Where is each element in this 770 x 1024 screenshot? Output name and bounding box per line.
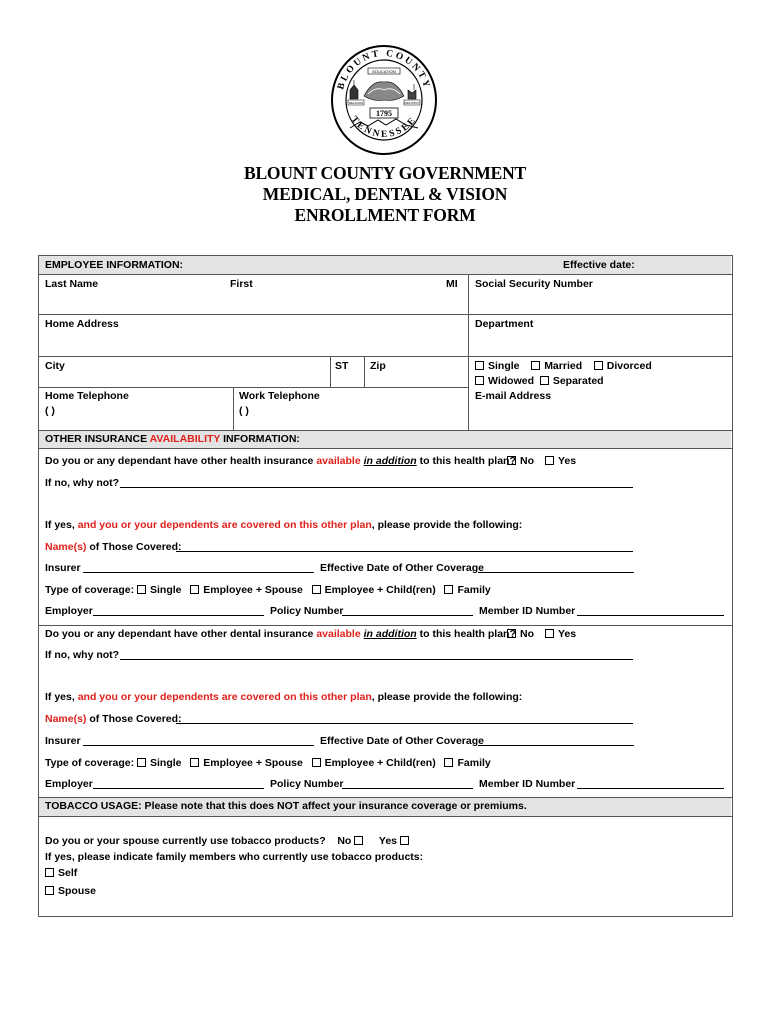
dental-member-id-field[interactable]: [577, 778, 724, 789]
single-checkbox[interactable]: [475, 361, 484, 370]
email-label: E-mail Address: [475, 390, 552, 402]
dental-if-yes-text: If yes, and you or your dependents are covered on this other plan, please provide the following:: [45, 691, 523, 703]
married-checkbox[interactable]: [531, 361, 540, 370]
dental-coverage-type: Type of coverage: Single Employee + Spouse Employee + Child(ren) Family: [45, 757, 491, 769]
dental-names-field[interactable]: [176, 713, 633, 724]
employee-section-title: EMPLOYEE INFORMATION:: [45, 259, 184, 271]
tobacco-family-question: If yes, please indicate family members who currently use tobacco products:: [45, 851, 424, 863]
health-names-field[interactable]: [176, 541, 633, 552]
health-why-not-label: If no, why not?: [45, 477, 120, 489]
tobacco-section-title: TOBACCO USAGE: Please note that this does NOT affect your insurance coverage or premiums.: [45, 800, 527, 812]
last-name-label: Last Name: [45, 278, 99, 290]
health-no-checkbox[interactable]: [507, 456, 516, 465]
separated-checkbox[interactable]: [540, 376, 549, 385]
department-label: Department: [475, 318, 534, 330]
dental-type-single-checkbox[interactable]: [137, 758, 146, 767]
tobacco-no-checkbox[interactable]: [354, 836, 363, 845]
mi-label: MI: [446, 278, 458, 290]
seal-banner-left: RELIGION: [348, 101, 364, 105]
seal-bottom-text: TENNESSEE: [348, 114, 420, 141]
health-type-emp-child-checkbox[interactable]: [312, 585, 321, 594]
dental-names-label: Name(s) of Those Covered:: [45, 713, 182, 725]
widowed-checkbox[interactable]: [475, 376, 484, 385]
health-effective-date-label: Effective Date of Other Coverage: [320, 562, 484, 574]
health-policy-field[interactable]: [342, 605, 473, 616]
health-employer-field[interactable]: [93, 605, 264, 616]
dental-question: Do you or any dependant have other dental insurance available in addition to this health plan?: [45, 628, 516, 640]
effective-date-label: Effective date:: [563, 259, 635, 271]
tobacco-self-checkbox[interactable]: [45, 868, 54, 877]
widowed-label: Widowed: [488, 375, 534, 387]
dental-yes-option[interactable]: Yes: [545, 628, 576, 641]
ssn-label: Social Security Number: [475, 278, 593, 290]
marital-status-row-1: [475, 360, 652, 373]
health-coverage-type: Type of coverage: Single Employee + Spouse Employee + Child(ren) Family: [45, 584, 491, 596]
health-member-id-label: Member ID Number: [479, 605, 576, 617]
health-type-single-checkbox[interactable]: [137, 585, 146, 594]
first-name-label: First: [230, 278, 253, 290]
work-telephone-label: Work Telephone: [239, 390, 320, 402]
other-insurance-title: OTHER INSURANCE AVAILABILITY INFORMATION:: [45, 433, 300, 445]
dental-employer-field[interactable]: [93, 778, 264, 789]
tobacco-yes-checkbox[interactable]: [400, 836, 409, 845]
health-names-label: Name(s) of Those Covered:: [45, 541, 182, 553]
dental-insurer-label: Insurer: [45, 735, 81, 747]
health-question: Do you or any dependant have other health insurance available in addition to this health plan?: [45, 455, 516, 467]
seal-banner-top: EDUCATION: [372, 69, 396, 74]
tobacco-question: Do you or your spouse currently use tobacco products? No Yes: [45, 835, 413, 848]
separated-label: Separated: [552, 375, 604, 387]
dental-member-id-label: Member ID Number: [479, 778, 576, 790]
work-telephone-area-code: ( ): [239, 405, 249, 417]
city-label: City: [45, 360, 65, 372]
seal-year: 1795: [376, 109, 392, 118]
zip-label: Zip: [370, 360, 386, 372]
health-member-id-field[interactable]: [577, 605, 724, 616]
tobacco-spouse-checkbox[interactable]: [45, 886, 54, 895]
health-type-family-checkbox[interactable]: [444, 585, 453, 594]
single-label: Single: [488, 360, 520, 372]
dental-effective-date-label: Effective Date of Other Coverage: [320, 735, 484, 747]
divorced-checkbox[interactable]: [594, 361, 603, 370]
dental-no-option[interactable]: No: [507, 628, 534, 641]
health-yes-checkbox[interactable]: [545, 456, 554, 465]
health-type-emp-spouse-checkbox[interactable]: [190, 585, 199, 594]
seal-top-text: BLOUNT COUNTY: [336, 48, 432, 91]
dental-why-not-field[interactable]: [120, 649, 633, 660]
divorced-label: Divorced: [606, 360, 652, 372]
home-address-label: Home Address: [45, 318, 119, 330]
title-line-3: ENROLLMENT FORM: [294, 205, 476, 225]
home-telephone-area-code: ( ): [45, 405, 55, 417]
health-why-not-field[interactable]: [120, 477, 633, 488]
dental-policy-field[interactable]: [342, 778, 473, 789]
dental-why-not-label: If no, why not?: [45, 649, 120, 661]
health-yes-option[interactable]: Yes: [545, 455, 576, 468]
marital-status-row-2: [475, 375, 604, 388]
tobacco-self-option[interactable]: Self: [45, 867, 77, 880]
dental-type-emp-child-checkbox[interactable]: [312, 758, 321, 767]
health-policy-label: Policy Number: [270, 605, 344, 617]
married-label: Married: [544, 360, 583, 372]
health-employer-label: Employer: [45, 605, 93, 617]
health-insurer-label: Insurer: [45, 562, 81, 574]
home-telephone-label: Home Telephone: [45, 390, 129, 402]
title-line-2: MEDICAL, DENTAL & VISION: [262, 184, 508, 204]
state-label: ST: [335, 360, 349, 372]
dental-policy-label: Policy Number: [270, 778, 344, 790]
dental-no-checkbox[interactable]: [507, 629, 516, 638]
svg-text:TENNESSEE: [349, 115, 420, 140]
dental-effective-date-field[interactable]: [478, 735, 634, 746]
seal-banner-right: INDUSTRY: [404, 101, 420, 105]
county-seal: [330, 44, 438, 156]
dental-employer-label: Employer: [45, 778, 93, 790]
dental-yes-checkbox[interactable]: [545, 629, 554, 638]
dental-insurer-field[interactable]: [83, 735, 314, 746]
health-if-yes-text: If yes, and you or your dependents are covered on this other plan, please provide the following:: [45, 519, 523, 531]
tobacco-spouse-option[interactable]: Spouse: [45, 885, 96, 898]
health-insurer-field[interactable]: [83, 562, 314, 573]
dental-type-family-checkbox[interactable]: [444, 758, 453, 767]
health-effective-date-field[interactable]: [478, 562, 634, 573]
dental-type-emp-spouse-checkbox[interactable]: [190, 758, 199, 767]
health-no-option[interactable]: No: [507, 455, 534, 468]
title-line-1: BLOUNT COUNTY GOVERNMENT: [243, 163, 527, 183]
